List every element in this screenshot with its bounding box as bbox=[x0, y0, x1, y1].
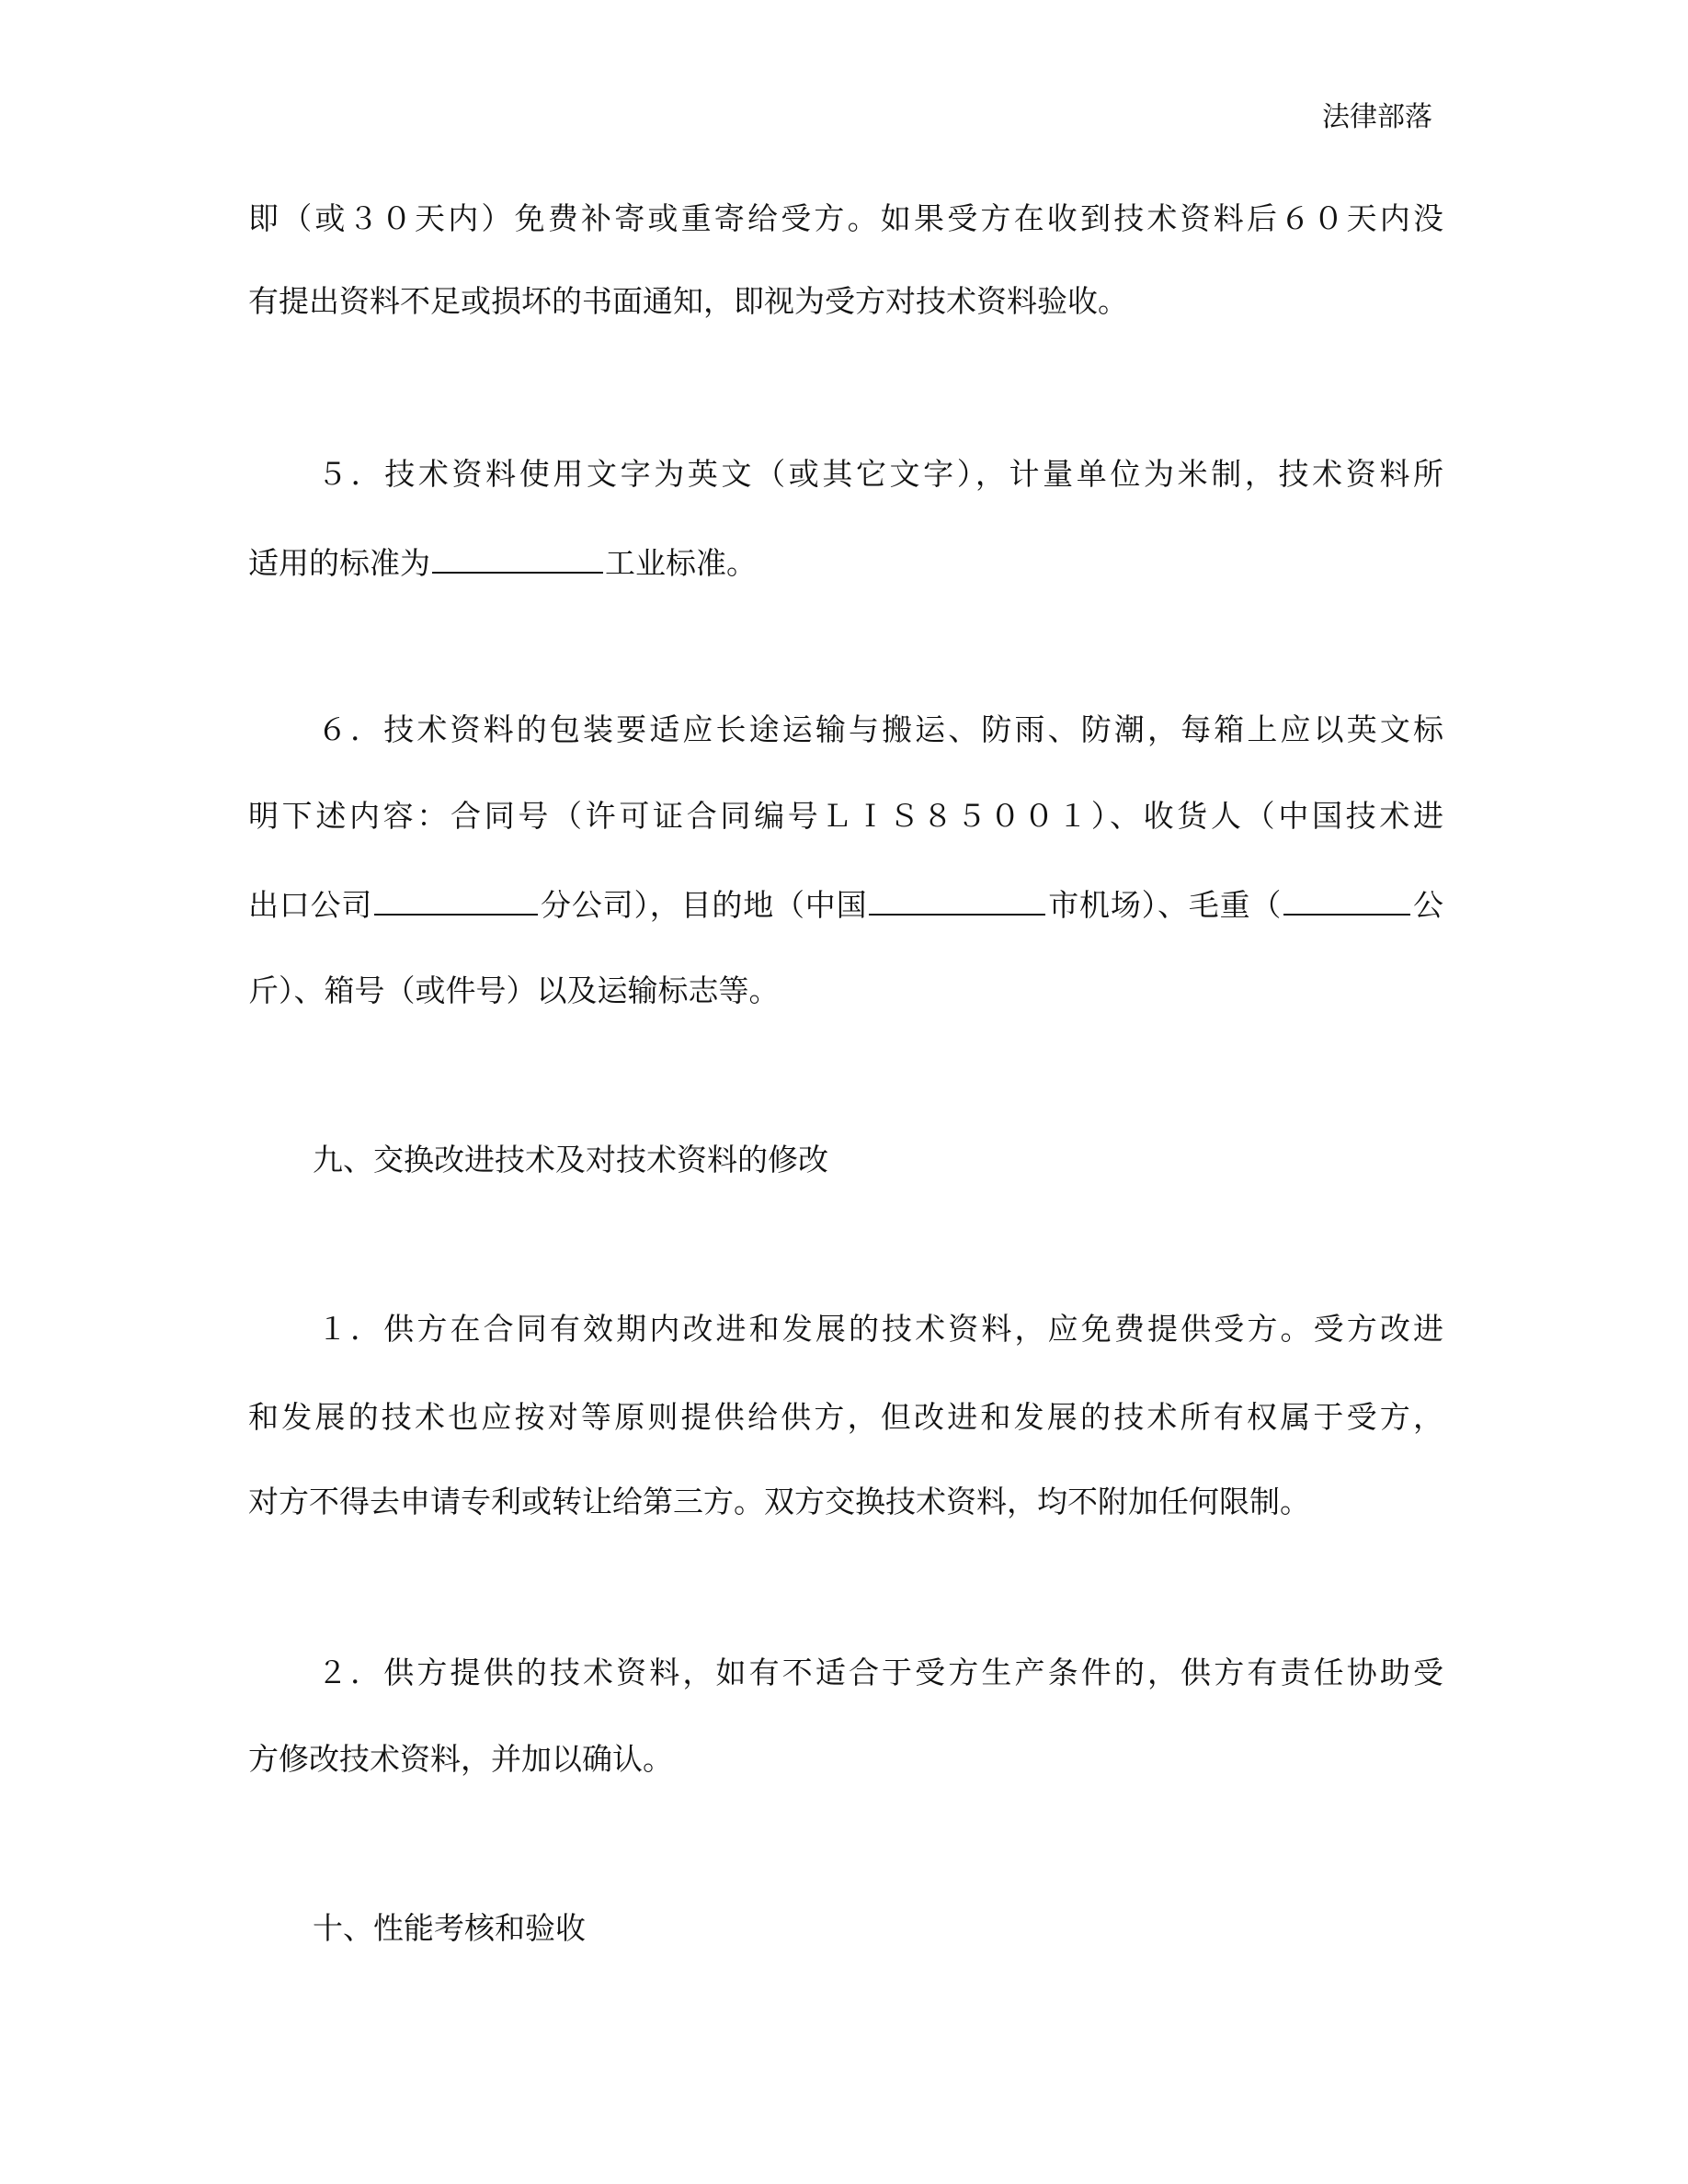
continuation-line-2: 有提出资料不足或损坏的书面通知，即视为受方对技术资料验收。 bbox=[248, 283, 1128, 319]
section9-item2-line-2: 方修改技术资料，并加以确认。 bbox=[248, 1741, 673, 1777]
item6-line-2: 明下述内容：合同号（许可证合同编号ＬＩＳ８５００１）、收货人（中国技术进 bbox=[248, 798, 1443, 834]
section9-item2-line-1: ２．供方提供的技术资料，如有不适合于受方生产条件的，供方有责任协助受 bbox=[317, 1655, 1443, 1690]
section9-item1-line-1: １．供方在合同有效期内改进和发展的技术资料，应免费提供受方。受方改进 bbox=[317, 1311, 1443, 1347]
item6-text-d: 公 bbox=[1412, 887, 1444, 923]
section9-heading: 九、交换改进技术及对技术资料的修改 bbox=[313, 1142, 828, 1177]
continuation-line-1: 即（或３０天内）免费补寄或重寄给受方。如果受方在收到技术资料后６０天内没 bbox=[248, 200, 1443, 236]
item6-line-4: 斤）、箱号（或件号）以及运输标志等。 bbox=[248, 973, 780, 1008]
item5-text-after-blank: 工业标准。 bbox=[605, 545, 757, 581]
item5-text-before-blank: 适用的标准为 bbox=[248, 545, 430, 581]
header-brand: 法律部落 bbox=[1322, 101, 1432, 133]
city-airport-blank bbox=[869, 884, 1045, 916]
item5-line-1: ５．技术资料使用文字为英文（或其它文字），计量单位为米制，技术资料所 bbox=[317, 456, 1443, 492]
branch-company-blank bbox=[374, 884, 538, 916]
section10-heading: 十、性能考核和验收 bbox=[313, 1910, 586, 1946]
item6-text-b: 分公司），目的地（中国 bbox=[540, 887, 868, 923]
section9-item1-line-3: 对方不得去申请专利或转让给第三方。双方交换技术资料，均不附加任何限制。 bbox=[248, 1484, 1310, 1519]
section9-item1-line-2: 和发展的技术也应按对等原则提供给供方，但改进和发展的技术所有权属于受方， bbox=[248, 1399, 1443, 1435]
item5-line-2 bbox=[248, 542, 1443, 584]
item6-text-c: 市机场）、毛重（ bbox=[1047, 887, 1283, 923]
industry-standard-blank bbox=[432, 542, 603, 574]
item6-line-1: ６．技术资料的包装要适应长途运输与搬运、防雨、防潮，每箱上应以英文标 bbox=[317, 711, 1443, 747]
item6-text-a: 出口公司 bbox=[248, 887, 373, 923]
item6-line-3 bbox=[248, 884, 1443, 926]
gross-weight-blank bbox=[1283, 884, 1410, 916]
